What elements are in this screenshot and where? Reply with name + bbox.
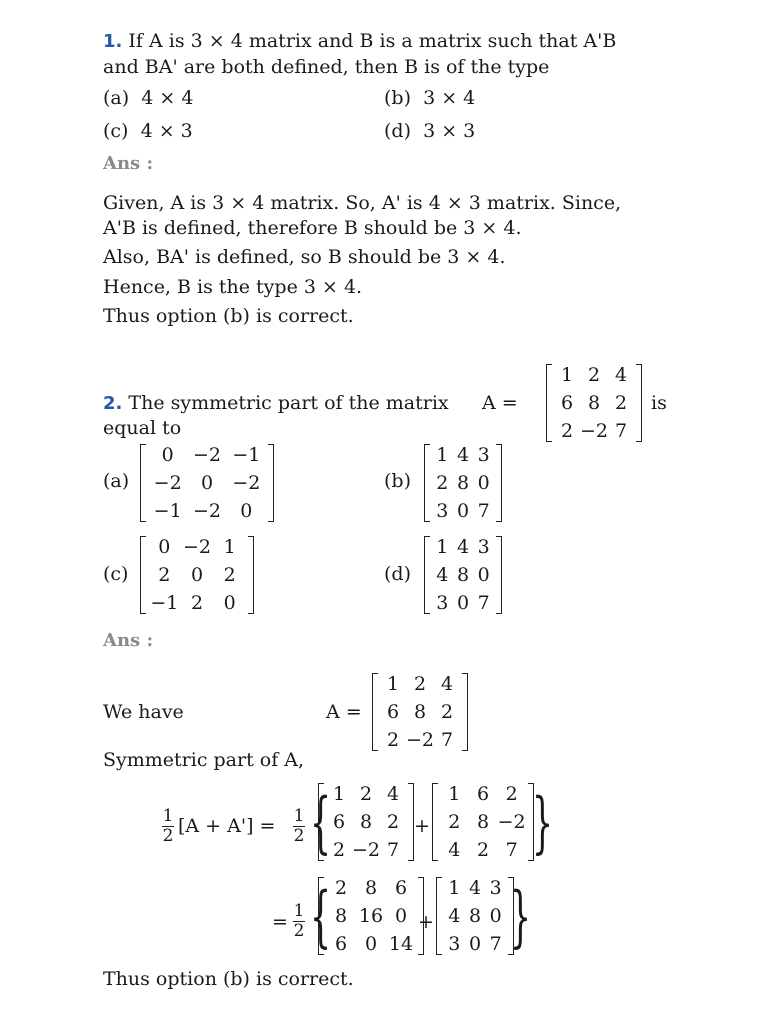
matrix-right-bracket [496,444,502,522]
matrix-cell: 4 [436,564,449,586]
matrix-cell: 7 [505,839,518,861]
q2-plus-2: + [418,911,434,933]
matrix-cell: 4 [614,364,628,386]
q1-stem-line1 [103,30,616,52]
matrix-cell: 0 [477,472,490,494]
matrix-cell: 2 [332,839,346,861]
matrix-cell: 2 [587,364,601,386]
matrix-cell: 8 [468,905,482,927]
matrix-cell: 7 [477,500,490,522]
matrix-right-bracket [496,536,502,614]
q2-equals-2: = [272,911,288,933]
q1-ans-label: Ans : [103,153,154,174]
matrix-cell: 0 [364,933,378,955]
matrix-cell: 8 [364,877,378,899]
q2-half-fraction-step2: 1 2 [293,901,305,941]
matrix-right-bracket [636,364,642,442]
q1-option-d: (d) 3 × 3 [384,120,476,142]
matrix-cell: 2 [560,420,574,442]
matrix-cell: −2 [579,420,608,442]
matrix-cell: 8 [413,701,427,723]
matrix-cell: 7 [614,420,628,442]
q2-solution-matrix-A [372,673,468,751]
q1-number: 1. [103,31,123,52]
matrix-cell: 2 [334,877,348,899]
matrix-cell: 1 [448,783,461,805]
matrix-cell: 6 [332,811,346,833]
matrix-cell: 2 [440,701,454,723]
q1-stem-text: If A is 3 × 4 matrix and B is a matrix such that A'B [128,30,617,52]
matrix-cell: −2 [232,472,261,494]
q2-step2-matrix-result [436,877,514,955]
q2-plus-1: + [414,815,430,837]
matrix-cell: 6 [476,783,490,805]
matrix-cell: 1 [223,536,236,558]
matrix-cell: −1 [232,444,261,466]
matrix-grid [430,536,496,614]
matrix-cell: 0 [394,905,408,927]
q2-option-c-matrix [140,536,254,614]
matrix-cell: 0 [200,472,214,494]
matrix-cell: 2 [158,564,171,586]
q1-solution-line5: Thus option (b) is correct. [103,305,354,327]
q2-right-brace-2: } [510,878,531,955]
q1-stem-line2: and BA' are both defined, then B is of the type [103,56,550,78]
q1-option-a: (a) 4 × 4 [103,87,194,109]
q2-we-have: We have [103,701,184,723]
matrix-cell: 8 [456,564,470,586]
q2-lhs-expression: [A + A'] = [178,815,276,837]
matrix-cell: −2 [405,729,434,751]
matrix-cell: 2 [386,811,400,833]
matrix-right-bracket [462,673,468,751]
q2-symmetric-part-label: Symmetric part of A, [103,749,305,771]
q2-step2-matrix-sum [318,877,424,955]
matrix-grid [324,783,408,861]
matrix-cell: 8 [334,905,348,927]
q2-option-a-matrix [140,444,274,522]
q2-option-d-label: (d) [384,563,411,585]
matrix-cell: −2 [153,472,182,494]
matrix-cell: 6 [560,392,574,414]
matrix-cell: −2 [182,536,211,558]
q2-ans-label: Ans : [103,630,154,651]
q2-option-b-label: (b) [384,470,411,492]
matrix-cell: 7 [386,839,400,861]
matrix-cell: 2 [436,472,449,494]
q2-stem-line1 [103,392,449,414]
matrix-cell: 16 [358,905,384,927]
matrix-cell: 8 [359,811,373,833]
matrix-cell: 4 [448,905,461,927]
matrix-cell: −2 [192,500,221,522]
matrix-cell: 3 [436,592,449,614]
matrix-cell: 4 [456,536,470,558]
matrix-grid [146,536,248,614]
matrix-cell: 4 [456,444,470,466]
matrix-cell: 0 [468,933,482,955]
q1-solution-line4: Hence, B is the type 3 × 4. [103,276,363,298]
matrix-grid [438,783,528,861]
matrix-grid [378,673,462,751]
q2-left-brace-1: { [310,784,331,861]
q2-stem-text: The symmetric part of the matrix [128,392,449,414]
matrix-cell: 1 [436,536,449,558]
matrix-cell: 0 [456,500,470,522]
matrix-cell: 2 [505,783,518,805]
q1-solution-line1: Given, A is 3 × 4 matrix. So, A' is 4 × 3 matrix. Since, [103,192,622,214]
matrix-cell: 2 [386,729,400,751]
q1-option-c: (c) 4 × 3 [103,120,193,142]
q2-number: 2. [103,393,123,414]
q2-matrix-A [546,364,642,442]
q2-half-fraction-rhs: 1 2 [293,806,305,846]
q2-option-c-label: (c) [103,563,129,585]
matrix-cell: 0 [190,564,204,586]
matrix-cell: 8 [456,472,470,494]
matrix-cell: −2 [351,839,380,861]
matrix-cell: 2 [614,392,628,414]
q2-step1-matrix-A [318,783,414,861]
matrix-cell: 0 [223,592,236,614]
matrix-cell: 3 [436,500,449,522]
matrix-cell: −2 [497,811,526,833]
q2-step1-matrix-AT [432,783,534,861]
matrix-right-bracket [268,444,274,522]
matrix-cell: 3 [448,933,461,955]
matrix-cell: 6 [386,701,400,723]
matrix-cell: 0 [456,592,470,614]
matrix-cell: 1 [448,877,461,899]
q2-option-a-label: (a) [103,470,130,492]
q2-stem-is: is [651,392,667,414]
matrix-cell: 0 [161,444,174,466]
q2-half-fraction-lhs: 1 2 [162,806,174,846]
matrix-cell: 4 [448,839,461,861]
q2-option-b-matrix [424,444,502,522]
matrix-cell: 4 [386,783,400,805]
q1-solution-line2: A'B is defined, therefore B should be 3 × 4. [103,217,522,239]
matrix-grid [552,364,636,442]
matrix-cell: 2 [223,564,236,586]
matrix-cell: 7 [477,592,490,614]
matrix-cell: 0 [477,564,490,586]
matrix-cell: 0 [240,500,253,522]
matrix-cell: 1 [560,364,574,386]
matrix-cell: 1 [386,673,400,695]
matrix-right-bracket [248,536,254,614]
matrix-cell: 0 [489,905,502,927]
matrix-cell: 14 [388,933,414,955]
matrix-cell: 2 [359,783,373,805]
q1-solution-line3: Also, BA' is defined, so B should be 3 × 4. [103,246,506,268]
matrix-cell: 6 [334,933,348,955]
q2-stem-A: A = [482,392,518,414]
matrix-cell: 3 [489,877,502,899]
q2-left-brace-2: { [310,878,331,955]
q2-stem-line2: equal to [103,417,182,439]
q2-option-d-matrix [424,536,502,614]
matrix-cell: 7 [489,933,502,955]
matrix-cell: 2 [190,592,204,614]
matrix-grid [146,444,268,522]
q2-eq-A: A = [326,701,362,723]
matrix-cell: 2 [476,839,490,861]
matrix-cell: 2 [413,673,427,695]
q2-right-brace-1: } [532,784,553,861]
matrix-cell: 8 [587,392,601,414]
matrix-cell: 2 [448,811,461,833]
matrix-cell: −1 [153,500,182,522]
matrix-grid [324,877,418,955]
matrix-cell: 7 [440,729,454,751]
matrix-cell: 1 [436,444,449,466]
matrix-cell: 4 [440,673,454,695]
q2-conclusion: Thus option (b) is correct. [103,968,354,990]
matrix-cell: 3 [477,536,490,558]
matrix-cell: 3 [477,444,490,466]
matrix-cell: −2 [192,444,221,466]
q1-option-b: (b) 3 × 4 [384,87,476,109]
matrix-cell: −1 [150,592,179,614]
matrix-cell: 6 [394,877,408,899]
matrix-grid [442,877,508,955]
matrix-cell: 1 [332,783,346,805]
matrix-cell: 0 [158,536,171,558]
matrix-grid [430,444,496,522]
matrix-cell: 4 [468,877,482,899]
matrix-cell: 8 [476,811,490,833]
